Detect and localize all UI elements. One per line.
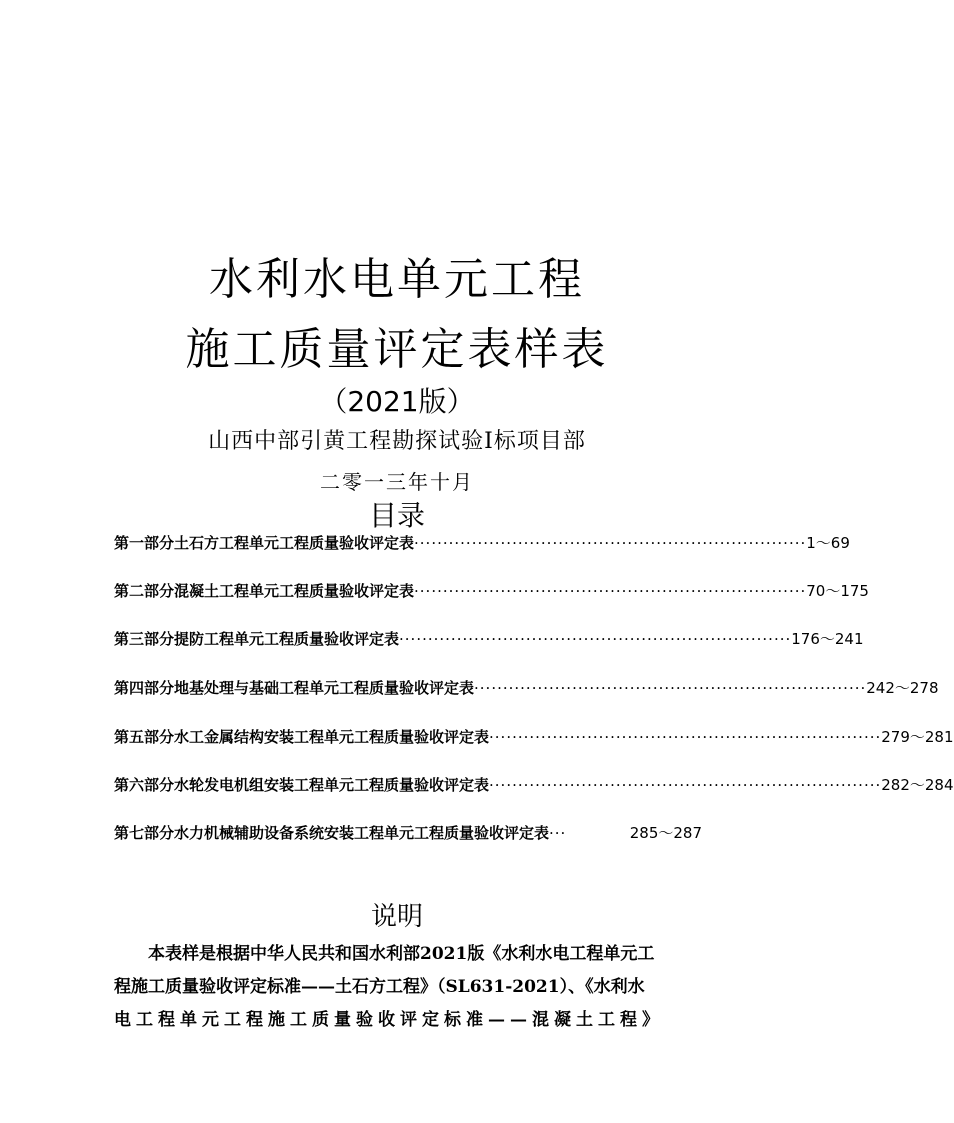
toc-item[interactable] [114, 726, 954, 750]
notes-line: 电工程单元工程施工质量验收评定标准——混凝土工程》 [114, 1010, 664, 1030]
document-title-line1: 水利水电单元工程 [209, 254, 585, 305]
toc-item-label: 第二部分混凝土工程单元工程质量验收评定表 [114, 582, 415, 600]
toc-item[interactable] [114, 580, 869, 604]
toc-item[interactable] [114, 822, 702, 846]
toc-heading: 目录 [368, 499, 425, 532]
toc-leader-dots: ···································································· [399, 630, 792, 648]
toc-leader-dots: ···································································· [489, 728, 882, 746]
toc-item-label: 第六部分水轮发电机组安装工程单元工程质量验收评定表 [114, 776, 490, 794]
toc-item-pages: 70～175 [806, 582, 869, 600]
toc-leader-dots: ···································································· [474, 679, 867, 697]
document-title-line2: 施工质量评定表样表 [185, 324, 609, 375]
toc-item-label: 第一部分土石方工程单元工程质量验收评定表 [114, 534, 415, 552]
toc-item[interactable] [114, 774, 954, 798]
toc-item-pages: 282～284 [881, 776, 954, 794]
toc-item[interactable] [114, 628, 864, 652]
toc-item-pages: 176～241 [791, 630, 864, 648]
notes-line: 程施工质量验收评定标准——土石方工程》（SL631-2021）、《水利水 [114, 977, 645, 997]
toc-item-label: 第三部分提防工程单元工程质量验收评定表 [114, 630, 400, 648]
toc-leader-dots: ···································································· [414, 534, 807, 552]
publication-date: 二零一三年十月 [320, 470, 474, 494]
toc-item[interactable] [114, 532, 850, 556]
toc-item-label: 第五部分水工金属结构安装工程单元工程质量验收评定表 [114, 728, 490, 746]
toc-item-pages: 1～69 [806, 534, 850, 552]
toc-item-pages: 242～278 [866, 679, 939, 697]
notes-line: 本表样是根据中华人民共和国水利部2021版《水利水电工程单元工 [148, 944, 655, 964]
toc-item[interactable] [114, 677, 939, 701]
toc-item-label: 第四部分地基处理与基础工程单元工程质量验收评定表 [114, 679, 475, 697]
notes-heading: 说明 [370, 902, 423, 932]
toc-item-label: 第七部分水力机械辅助设备系统安装工程单元工程质量验收评定表 [114, 824, 550, 842]
notes-paragraph [114, 938, 704, 1037]
toc-leader-dots: ··· [549, 824, 567, 842]
edition-label: （2021版） [319, 385, 475, 418]
toc-leader-dots: ···································································· [489, 776, 882, 794]
toc-item-pages: 279～281 [881, 728, 954, 746]
toc-leader-dots: ···································································· [414, 582, 807, 600]
organization-name: 山西中部引黄工程勘探试验Ⅰ标项目部 [208, 429, 586, 454]
toc-item-pages: 285～287 [629, 824, 702, 842]
